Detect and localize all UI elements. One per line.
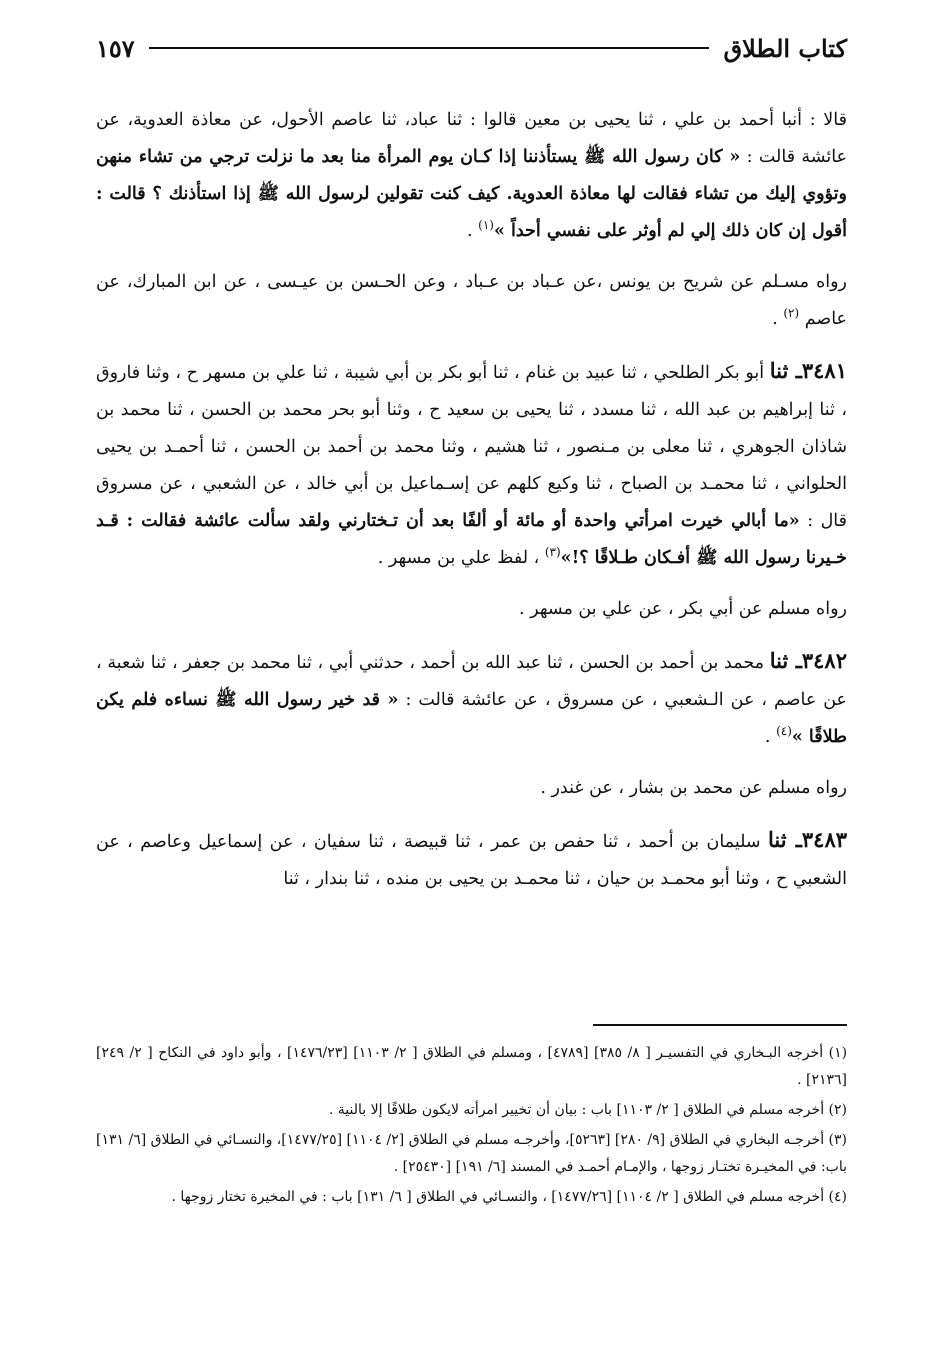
page-number: ١٥٧ (96, 33, 135, 63)
text: قالا : أنبا أحمد بن علي ، ثنا يحيى بن معين قالوا : ثنا عباد، ثنا عاصم الأحول، عن معاذة العدوية، عن عائشة قالت : (96, 110, 848, 167)
text: أبو بكر الطلحي ، ثنا عبيد بن غنام ، ثنا أبو بكر بن أبي شيبة ، ثنا علي بن مسهر ح ، وثنا فاروق ، ثنا إبراهيم بن عبد الله ، ثنا مسدد ، ثنا يحيى بن سعيد ح ، وثنا أبو بحر محمد بن الحسن ، ثنا محمد بن شاذان الجوهري ، ثنا معلى بن مـنصور ، ثنا هشيم ، وثنا محمد بن أحمد بن الحسن ، ثنا أحمـد بن يحيى الحلواني ، ثنا محمـد بن الصباح ، ثنا وكيع كلهم عن إسـماعيل بن أبي خالد ، عن الشعبي ، عن مسروق قال : (96, 363, 848, 531)
text: رواه مسلم عن محمد بن بشار ، عن غندر . (540, 778, 847, 798)
page-header (96, 30, 847, 66)
text: ، لفظ علي بن مسهر . (377, 548, 545, 568)
footnote-ref[interactable]: (٣) (544, 545, 561, 560)
footnote-4: (٤) أخرجه مسلم في الطلاق [ ٢/ ١١٠٤] [١٤٧٧/٢٦] ، والنسـائي في الطلاق [ ٦/ ١٣١] باب : في المخيرة تختار زوجها . (171, 1189, 847, 1205)
text: رواه مسلم عن أبي بكر ، عن علي بن مسهر . (519, 599, 847, 619)
main-text (96, 102, 847, 898)
hadith-number: ٣٤٨١ـ ثنا (769, 358, 847, 383)
footnote-ref[interactable]: (٢) (783, 306, 800, 321)
footnote-ref[interactable]: (٤) (776, 724, 792, 739)
hadith-number: ٣٤٨٢ـ ثنا (769, 648, 847, 673)
paragraph-7 (96, 821, 847, 898)
hadith-quote: « كان رسول الله ﷺ يستأذننا إذا كـان يوم المرأة منا بعد ما نزلت ترجي من تشاء منهن وتؤوي إليك من تشاء فقالت لها معاذة العدوية. كيف كنت تقولين لرسول الله ﷺ إذا استأذنك ؟ قالت : أقول إن كان ذلك إلي لم أوثر على نفسي أحداً » (96, 147, 847, 241)
paragraph-5 (96, 642, 847, 756)
hadith-quote: « قد خير رسول الله ﷺ نساءه فلم يكن طلاقًا » (96, 690, 847, 747)
paragraph-3 (96, 352, 847, 577)
text: رواه مسـلم عن شريح بن يونس ،عن عـباد بن عـباد ، وعن الحـسن بن عيـسى ، عن ابن المبارك، عن عاصم (96, 272, 847, 329)
text: . (772, 309, 784, 329)
paragraph-4 (96, 591, 847, 628)
paragraph-6 (96, 770, 847, 807)
footnote-3: (٣) أخرجـه البخاري في الطلاق [٩/ ٢٨٠] [٥٢٦٣]، وأخرجـه مسلم في الطلاق [٢/ ١١٠٤] [١٤٧٧/٢٥]، والنسـائي في الطلاق [٦/ ١٣١] باب: في المخيـرة تختـار زوجها ، والإمـام أحمـد في المسند [٦/ ١٩١] [٢٥٤٣٠] . (96, 1132, 848, 1175)
footnote-1: (١) أخرجه البـخاري في التفسيـر [ ٨/ ٣٨٥] [٤٧٨٩] ، ومسلم في الطلاق [ ٢/ ١١٠٣] [١٤٧٦/٢٣] ، وأبو داود في النكاح [ ٢/ ٢٤٩] [٢١٣٦] . (96, 1045, 848, 1088)
footnote-ref[interactable]: (١) (478, 218, 494, 233)
text: . (467, 221, 479, 241)
text: . (764, 727, 777, 747)
footnote-divider (593, 1024, 847, 1026)
text: سليمان بن أحمد ، ثنا حفص بن عمر ، ثنا قبيصة ، ثنا سفيان ، عن إسماعيل وعاصم ، عن الشعبي ح ، وثنا أبو محمـد بن حيان ، ثنا محمـد بن يحيى بن منده ، ثنا بندار ، ثنا (96, 832, 847, 889)
running-title: كتاب الطلاق (723, 33, 847, 63)
hadith-quote: «ما أبالي خيرت امرأتي واحدة أو مائة أو ألفًا بعد أن تـختارني ولقد سألت عائشة فقالت : قـد خـيرنا رسول الله ﷺ أفـكان طـلاقًا ؟!» (96, 511, 847, 568)
header-rule (149, 47, 710, 49)
footnote-2: (٢) أخرجه مسلم في الطلاق [ ٢/ ١١٠٣] باب : بيان أن تخيير امرأته لايكون طلاقًا إلا بالنية . (328, 1102, 847, 1118)
hadith-number: ٣٤٨٣ـ ثنا (768, 827, 848, 852)
text: محمد بن أحمد بن الحسن ، ثنا عبد الله بن أحمد ، حدثني أبي ، ثنا محمد بن جعفر ، ثنا شعبة ، عن عاصم ، عن الـشعبي ، عن مسروق ، عن عائشة قالت : (96, 653, 847, 710)
paragraph-2 (96, 264, 847, 338)
paragraph-1 (96, 102, 847, 250)
footnotes (96, 1040, 847, 1214)
